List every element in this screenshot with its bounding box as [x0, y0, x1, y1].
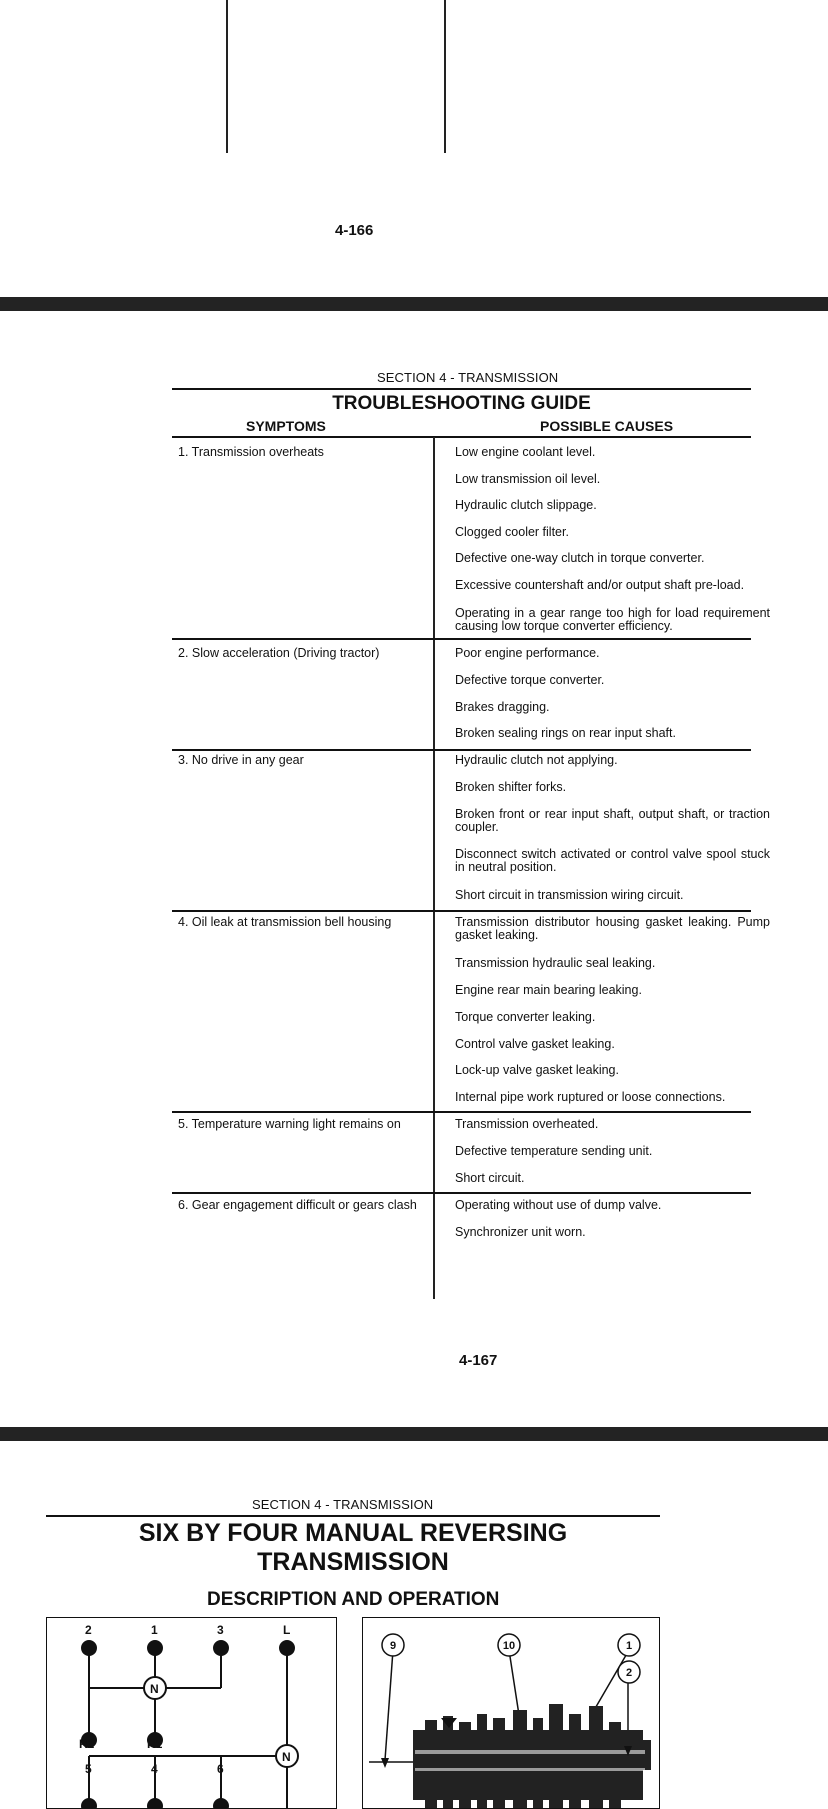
gate-label: 3 [217, 1623, 224, 1637]
cause: Hydraulic clutch not applying. [455, 753, 618, 767]
symptom-4: 4. Oil leak at transmission bell housing [178, 915, 392, 929]
gate-points [81, 1640, 295, 1808]
cause: Lock-up valve gasket leaking. [455, 1063, 619, 1077]
callout-label: 9 [389, 1640, 397, 1652]
transmission-cutaway-figure [362, 1617, 660, 1809]
cause: Operating in a gear range too high for load requirement causing low torque converter efficiency. [455, 606, 770, 633]
callout-label: 10 [502, 1640, 516, 1652]
gate-label: L [283, 1623, 291, 1637]
shift-pattern-figure [46, 1617, 337, 1809]
gate-label: 4 [151, 1762, 158, 1776]
gate-label: 5 [85, 1762, 92, 1776]
cause: Defective temperature sending unit. [455, 1144, 653, 1158]
page-number: 4-166 [335, 222, 374, 239]
cause: Operating without use of dump valve. [455, 1198, 662, 1212]
cause: Broken sealing rings on rear input shaft. [455, 726, 676, 740]
symptom-1: 1. Transmission overheats [178, 445, 324, 459]
page-number: 4-167 [459, 1352, 498, 1369]
callout-label: 1 [625, 1640, 633, 1652]
symptom-5: 5. Temperature warning light remains on [178, 1117, 401, 1131]
gate-label: N [282, 1750, 291, 1764]
diagram-line-left [226, 0, 228, 153]
col-header-symptoms: SYMPTOMS [246, 418, 326, 434]
row-rule [172, 1192, 751, 1194]
callout-label: 2 [625, 1667, 633, 1679]
title-line-2: TRANSMISSION [257, 1548, 449, 1576]
cause: Transmission overheated. [455, 1117, 599, 1131]
gate-label: R2 [79, 1737, 95, 1751]
section-subtitle: DESCRIPTION AND OPERATION [207, 1589, 500, 1610]
cause: Short circuit in transmission wiring circuit. [455, 888, 684, 902]
symptom-2: 2. Slow acceleration (Driving tractor) [178, 646, 380, 660]
cause: Hydraulic clutch slippage. [455, 498, 597, 512]
page-separator [0, 1427, 828, 1441]
gate-label: 6 [217, 1762, 224, 1776]
cause: Low transmission oil level. [455, 472, 601, 486]
table-header-rule [172, 436, 751, 438]
shift-pattern-diagram [47, 1618, 336, 1808]
cause: Transmission hydraulic seal leaking. [455, 956, 656, 970]
symptom-3: 3. No drive in any gear [178, 753, 304, 767]
symptom-6: 6. Gear engagement difficult or gears clash [178, 1198, 417, 1212]
section-header: SECTION 4 - TRANSMISSION [377, 370, 559, 385]
col-header-causes: POSSIBLE CAUSES [540, 418, 674, 434]
previous-page-fragment [0, 0, 828, 297]
transmission-cutaway-diagram [363, 1618, 659, 1808]
cause: Broken front or rear input shaft, output shaft, or traction coupler. [455, 807, 770, 834]
page-title: TROUBLESHOOTING GUIDE [332, 393, 591, 414]
cause: Brakes dragging. [455, 700, 550, 714]
row-rule [172, 749, 751, 751]
page-separator [0, 297, 828, 311]
cause: Control valve gasket leaking. [455, 1037, 615, 1051]
cause: Defective one-way clutch in torque converter. [455, 551, 705, 565]
cause: Internal pipe work ruptured or loose connections. [455, 1090, 726, 1104]
gate-label: N [150, 1682, 159, 1696]
header-rule [172, 388, 751, 390]
gate-label: 1 [151, 1623, 158, 1637]
cause: Disconnect switch activated or control valve spool stuck in neutral position. [455, 847, 770, 874]
cause: Poor engine performance. [455, 646, 600, 660]
cause: Clogged cooler filter. [455, 525, 569, 539]
gate-label: R1 [147, 1737, 163, 1751]
page-title [46, 1519, 660, 1577]
cause: Engine rear main bearing leaking. [455, 983, 642, 997]
row-rule [172, 1111, 751, 1113]
cause: Synchronizer unit worn. [455, 1225, 586, 1239]
cause: Transmission distributor housing gasket leaking. Pump gasket leaking. [455, 915, 770, 942]
cause: Low engine coolant level. [455, 445, 596, 459]
section-header: SECTION 4 - TRANSMISSION [252, 1497, 434, 1512]
cause: Defective torque converter. [455, 673, 605, 687]
arrow-icon [381, 1758, 389, 1768]
row-rule [172, 638, 751, 640]
title-line-1: SIX BY FOUR MANUAL REVERSING [138, 1519, 568, 1547]
column-divider [433, 437, 435, 1299]
cause: Torque converter leaking. [455, 1010, 596, 1024]
header-rule [46, 1515, 660, 1517]
gate-label: 2 [85, 1623, 92, 1637]
row-rule [172, 910, 751, 912]
cause: Short circuit. [455, 1171, 525, 1185]
cause: Broken shifter forks. [455, 780, 567, 794]
diagram-line-right [444, 0, 446, 153]
cause: Excessive countershaft and/or output shaft pre-load. [455, 578, 745, 592]
